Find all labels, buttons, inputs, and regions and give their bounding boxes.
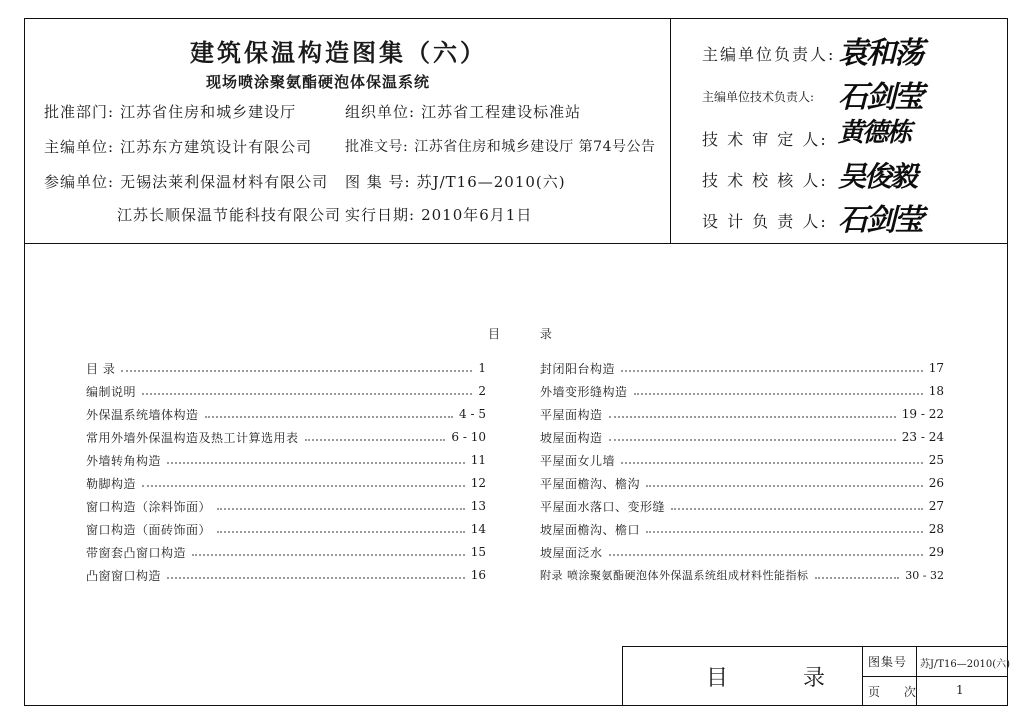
toc-item-title: 带窗套凸窗口构造 xyxy=(86,545,187,560)
toc-leader xyxy=(609,439,896,441)
info-value: 江苏省工程建设标准站 xyxy=(421,103,582,121)
toc-item-page: 2 xyxy=(478,384,486,398)
title-block-page-value: 1 xyxy=(956,683,965,697)
toc-item-title: 凸窗窗口构造 xyxy=(86,568,162,583)
toc-leader xyxy=(621,462,923,464)
toc-item-title: 平屋面檐沟、檐沟 xyxy=(540,476,641,491)
toc-item[interactable] xyxy=(86,521,486,537)
title-block-atlas-value: 苏J/T16—2010(六) xyxy=(920,659,1011,670)
toc-item-page: 13 xyxy=(470,499,486,513)
info-label: 组织单位: xyxy=(345,103,416,121)
toc-item[interactable] xyxy=(540,521,944,537)
toc-item-title: 封闭阳台构造 xyxy=(540,361,616,376)
document-subtitle: 现场喷涂聚氨酯硬泡体保温系统 xyxy=(206,73,431,91)
toc-leader xyxy=(217,531,465,533)
info-label: 图 集 号: xyxy=(345,173,411,191)
toc-item-page: 1 xyxy=(478,361,486,375)
toc-item[interactable] xyxy=(540,475,944,491)
toc-item-title: 外墙转角构造 xyxy=(86,453,162,468)
toc-item[interactable] xyxy=(86,452,486,468)
toc-item-title: 平屋面女儿墙 xyxy=(540,453,616,468)
title-block-row-divider xyxy=(862,676,1008,677)
toc-item[interactable] xyxy=(86,429,486,445)
toc-item-title: 坡屋面檐沟、檐口 xyxy=(540,522,641,537)
signature-check: 吴俊毅 xyxy=(838,160,917,193)
toc-item-title: 外墙变形缝构造 xyxy=(540,384,628,399)
toc-item-page: 17 xyxy=(928,361,944,375)
toc-item-page: 25 xyxy=(928,453,944,467)
toc-item-page: 26 xyxy=(928,476,944,490)
toc-item-title: 平屋面构造 xyxy=(540,407,603,422)
toc-item[interactable] xyxy=(86,406,486,422)
info-value: 2010年6月1日 xyxy=(421,206,533,224)
toc-item-page: 27 xyxy=(928,499,944,513)
toc-item-title: 平屋面水落口、变形缝 xyxy=(540,499,666,514)
toc-item[interactable] xyxy=(86,498,486,514)
toc-item-title: 窗口构造（面砖饰面） xyxy=(86,522,212,537)
toc-leader xyxy=(646,531,923,533)
toc-item-title: 坡屋面构造 xyxy=(540,430,603,445)
toc-item-page: 19 - 22 xyxy=(901,407,944,421)
toc-item[interactable] xyxy=(540,498,944,514)
resp-label-review: 技 术 审 定 人: xyxy=(702,130,828,149)
toc-leader xyxy=(634,393,923,395)
toc-item-title: 附录 喷涂聚氨酯硬泡体外保温系统组成材料性能指标 xyxy=(540,569,809,582)
signature-review: 黄德栋 xyxy=(838,118,911,148)
toc-leader xyxy=(621,370,923,372)
info-value: 江苏东方建筑设计有限公司 xyxy=(120,138,313,156)
resp-label-tech: 主编单位技术负责人: xyxy=(702,90,815,104)
title-block-page-label: 页 次 xyxy=(868,685,926,699)
info-chief-editor xyxy=(44,136,312,157)
toc-item-page: 23 - 24 xyxy=(901,430,944,444)
toc-leader xyxy=(192,554,465,556)
info-effective-date xyxy=(345,204,532,225)
toc-item-title: 坡屋面泛水 xyxy=(540,545,603,560)
signature-design: 石剑莹 xyxy=(838,203,922,238)
signature-tech: 石剑莹 xyxy=(838,80,922,115)
toc-leader xyxy=(609,416,896,418)
toc-item-page: 29 xyxy=(928,545,944,559)
resp-label-check: 技 术 校 核 人: xyxy=(702,171,828,190)
toc-leader xyxy=(142,393,472,395)
info-value: 江苏省住房和城乡建设厅 第74号公告 xyxy=(414,139,656,155)
toc-item[interactable] xyxy=(540,383,944,399)
toc-item-page: 12 xyxy=(470,476,486,490)
toc-item-page: 18 xyxy=(928,384,944,398)
info-atlas-no xyxy=(345,171,566,192)
toc-leader xyxy=(121,370,472,372)
title-block-left xyxy=(622,646,623,706)
toc-item[interactable] xyxy=(540,360,944,376)
toc-item-title: 常用外墙外保温构造及热工计算选用表 xyxy=(86,430,299,445)
toc-item-page: 11 xyxy=(470,453,486,467)
toc-item-page: 6 - 10 xyxy=(451,430,486,444)
title-block-atlas-label: 图集号 xyxy=(868,655,908,669)
toc-item[interactable] xyxy=(86,360,486,376)
info-value: 江苏长顺保温节能科技有限公司 xyxy=(117,206,342,224)
toc-item-page: 28 xyxy=(928,522,944,536)
resp-label-chief: 主编单位负责人: xyxy=(702,45,836,64)
info-approval-no xyxy=(345,136,655,156)
toc-item[interactable] xyxy=(86,567,486,583)
toc-leader xyxy=(142,485,465,487)
info-label: 批准部门: xyxy=(44,103,115,121)
info-co-editor-2 xyxy=(117,204,341,225)
toc-leader xyxy=(167,462,465,464)
title-block-name: 目 录 xyxy=(706,666,859,691)
toc-leader xyxy=(671,508,923,510)
info-label: 参编单位: xyxy=(44,173,115,191)
toc-item[interactable] xyxy=(540,452,944,468)
title-block-top xyxy=(622,646,1008,647)
toc-heading: 目 录 xyxy=(488,327,570,341)
document-title: 建筑保温构造图集（六） xyxy=(190,39,487,67)
info-value: 无锡法莱利保温材料有限公司 xyxy=(120,173,329,191)
resp-label-design: 设 计 负 责 人: xyxy=(702,212,828,231)
info-organizer xyxy=(345,101,581,122)
responsibility-divider xyxy=(670,18,671,243)
toc-item-title: 勒脚构造 xyxy=(86,476,137,491)
toc-item-title: 编制说明 xyxy=(86,384,137,399)
toc-leader xyxy=(609,554,923,556)
toc-leader xyxy=(205,416,454,418)
toc-item-page: 4 - 5 xyxy=(459,407,486,421)
info-label: 实行日期: xyxy=(345,206,416,224)
info-label: 主编单位: xyxy=(44,138,115,156)
toc-item-page: 30 - 32 xyxy=(905,568,944,582)
toc-item-title: 外保温系统墙体构造 xyxy=(86,407,199,422)
toc-leader xyxy=(646,485,923,487)
toc-leader xyxy=(815,577,900,579)
info-co-editor xyxy=(44,171,328,192)
info-label: 批准文号: xyxy=(345,139,409,155)
toc-item-page: 16 xyxy=(470,568,486,582)
info-value: 江苏省住房和城乡建设厅 xyxy=(120,103,297,121)
toc-leader xyxy=(167,577,465,579)
toc-item[interactable] xyxy=(540,567,944,583)
toc-item-page: 15 xyxy=(470,545,486,559)
toc-item-title: 窗口构造（涂料饰面） xyxy=(86,499,212,514)
toc-item[interactable] xyxy=(540,406,944,422)
header-divider xyxy=(24,243,1008,244)
signature-chief: 袁和荡 xyxy=(838,36,922,71)
toc-item[interactable] xyxy=(86,475,486,491)
toc-item[interactable] xyxy=(86,544,486,560)
toc-item[interactable] xyxy=(86,383,486,399)
toc-leader xyxy=(305,439,446,441)
info-approval-dept xyxy=(44,101,296,122)
toc-item[interactable] xyxy=(540,429,944,445)
toc-item-page: 14 xyxy=(470,522,486,536)
info-value: 苏J/T16—2010(六) xyxy=(416,173,566,191)
toc-leader xyxy=(217,508,465,510)
toc-item[interactable] xyxy=(540,544,944,560)
toc-item-title: 目 录 xyxy=(86,361,116,376)
